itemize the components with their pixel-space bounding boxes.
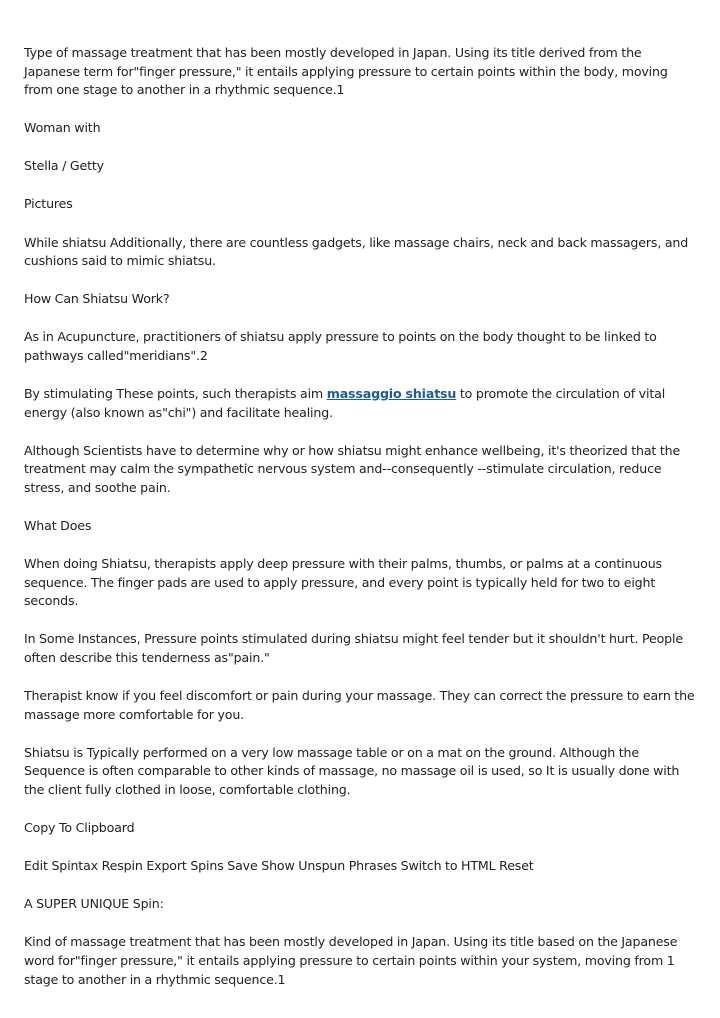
paragraph-tender: In Some Instances, Pressure points stimulated during shiatsu might feel tender but it shouldn't hurt. People often describe this tenderness as"pain."	[24, 631, 683, 665]
paragraph-stimulating	[24, 385, 696, 422]
paragraph-acupuncture: As in Acupuncture, practitioners of shiatsu apply pressure to points on the body thought to be linked to pathways called"meridians".2	[24, 329, 657, 363]
paragraph-stimulating-after: to promote the circulation of vital energy (also known as"chi") and facilitate healing.	[24, 386, 666, 420]
paragraph-gadgets: While shiatsu Additionally, there are countless gadgets, like massage chairs, neck and back massagers, and cushions said to mimic shiatsu.	[24, 234, 689, 269]
paragraph-scientists: Although Scientists have to determine why or how shiatsu might enhance wellbeing, it's theorized that the treatment may calm the sympathetic nervous system and--consequently --stimulate circulation, reduce stress, and soothe pain.	[24, 442, 681, 495]
paragraph-spun-intro: Kind of massage treatment that has been mostly developed in Japan. Using its title based on the Japanese word for"finger pressure," it entails applying pressure to certain points within your system, moving from 1 stage to another in a rhythmic sequence.1	[24, 934, 678, 987]
paragraph-spintax-toolbar: Edit Spintax Respin Export Spins Save Show Unspun Phrases Switch to HTML Reset	[24, 858, 534, 874]
massaggio-shiatsu-link[interactable]: massaggio shiatsu	[326, 386, 457, 402]
paragraph-table: Shiatsu is Typically performed on a very low massage table or on a mat on the ground. Although the Sequence is often comparable to other kinds of massage, no massage oil is used, so It is usually done with the client fully clothed in loose, comfortable clothing.	[24, 744, 680, 797]
paragraph-deep-pressure: When doing Shiatsu, therapists apply deep pressure with their palms, thumbs, or palms at a continuous sequence. The finger pads are used to apply pressure, and every point is typically held for two to eight seconds.	[24, 556, 662, 609]
paragraph-stimulating-before: By stimulating These points, such therapists aim	[24, 386, 327, 402]
paragraph-heading-what: What Does	[24, 518, 92, 533]
paragraph-copy-clipboard: Copy To Clipboard	[24, 820, 135, 836]
paragraph-unique-spin: A SUPER UNIQUE Spin:	[24, 896, 164, 912]
paragraph-heading-how: How Can Shiatsu Work?	[24, 291, 170, 307]
paragraph-image-caption-3: Pictures	[24, 196, 73, 212]
paragraph-image-caption-1: Woman with	[24, 120, 101, 136]
paragraph-image-caption-2: Stella / Getty	[24, 158, 104, 174]
paragraph-discomfort: Therapist know if you feel discomfort or pain during your massage. They can correct the pressure to earn the massage more comfortable for you.	[24, 688, 695, 722]
paragraph-intro: Type of massage treatment that has been mostly developed in Japan. Using its title derived from the Japanese term for"finger pressure," it entails applying pressure to certain points within the body, moving from one stage to another in a rhythmic sequence.1	[24, 45, 668, 98]
